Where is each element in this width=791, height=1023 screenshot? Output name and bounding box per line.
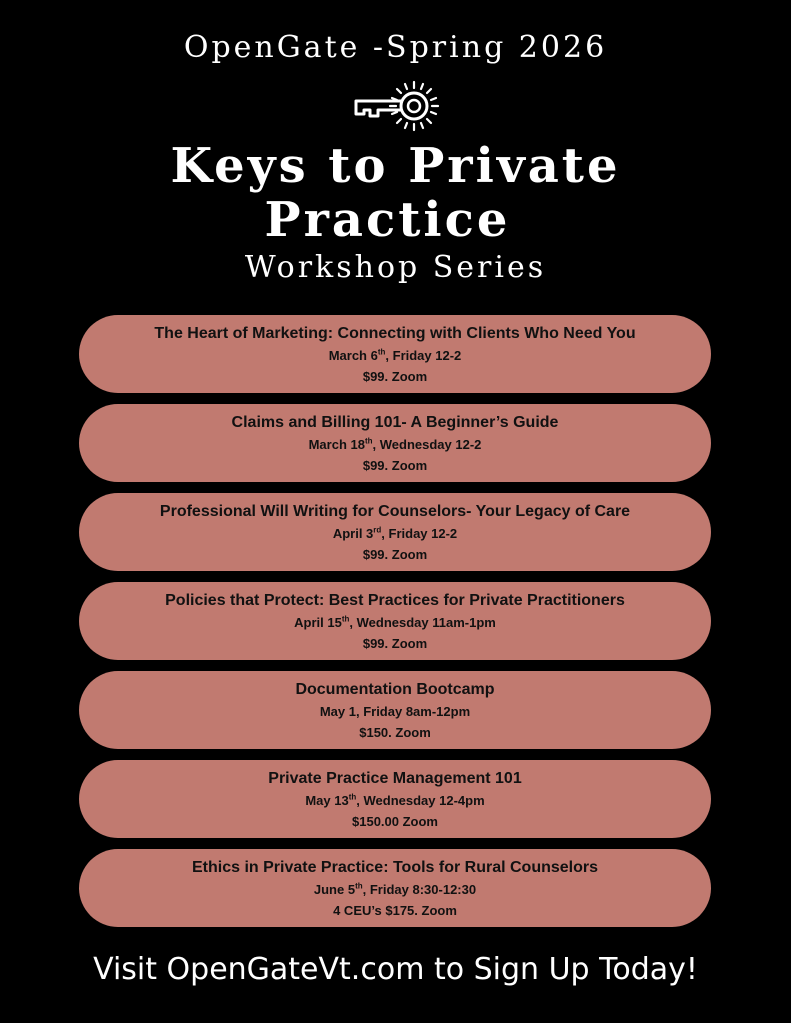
main-title-line-2: Practice	[264, 192, 511, 248]
season-subtitle: OpenGate -Spring 2026	[183, 30, 608, 65]
event-price: $99. Zoom	[362, 458, 428, 473]
series-label: Workshop Series	[244, 250, 547, 285]
event-date: May 13th, Wednesday 12-4pm	[305, 792, 485, 808]
event-card	[79, 760, 711, 838]
event-price: $99. Zoom	[362, 636, 428, 651]
event-date: June 5th, Friday 8:30-12:30	[313, 881, 477, 897]
key-icon	[350, 76, 440, 136]
event-title: Policies that Protect: Best Practices for Private Practitioners	[165, 592, 625, 609]
event-price: $99. Zoom	[362, 369, 428, 384]
event-date: April 15th, Wednesday 11am-1pm	[294, 614, 496, 630]
event-title: The Heart of Marketing: Connecting with Clients Who Need You	[154, 325, 636, 342]
event-date: May 1, Friday 8am-12pm	[319, 704, 471, 719]
event-date: April 3rd, Friday 12-2	[332, 525, 458, 541]
event-price: $150. Zoom	[359, 725, 431, 740]
event-card	[79, 671, 711, 749]
event-price: 4 CEU’s $175. Zoom	[333, 903, 457, 918]
main-title-line-1: Keys to Private	[170, 138, 621, 194]
event-title: Ethics in Private Practice: Tools for Rural Counselors	[191, 859, 599, 876]
event-title: Claims and Billing 101- A Beginner’s Guide	[231, 414, 559, 431]
event-card	[79, 493, 711, 571]
event-card	[79, 849, 711, 927]
event-card	[79, 315, 711, 393]
event-title: Private Practice Management 101	[268, 770, 522, 787]
event-title: Professional Will Writing for Counselors- Your Legacy of Care	[159, 503, 631, 520]
signup-call-to-action: Visit OpenGateVt.com to Sign Up Today!	[93, 952, 698, 987]
event-price: $150.00 Zoom	[352, 814, 438, 829]
events-list	[79, 315, 711, 938]
event-title: Documentation Bootcamp	[295, 681, 495, 698]
event-date: March 6th, Friday 12-2	[328, 347, 462, 363]
event-date: March 18th, Wednesday 12-2	[308, 436, 482, 452]
event-card	[79, 582, 711, 660]
event-price: $99. Zoom	[362, 547, 428, 562]
event-card	[79, 404, 711, 482]
